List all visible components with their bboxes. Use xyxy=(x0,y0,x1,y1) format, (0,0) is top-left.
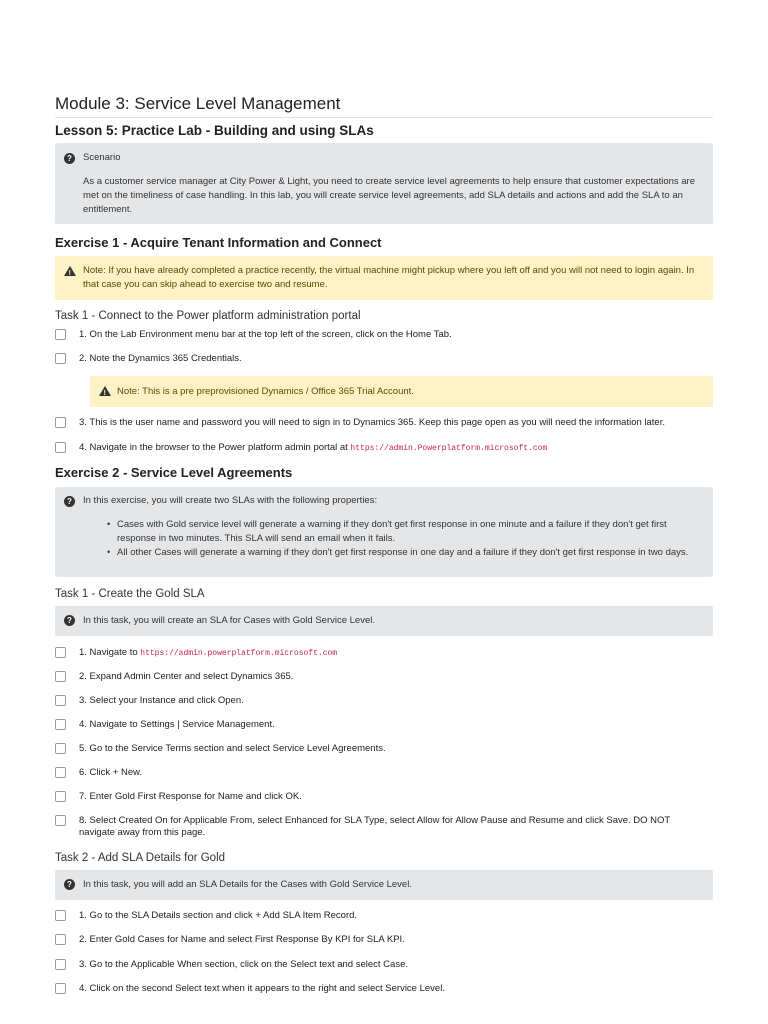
ex2-task1-intro-box: ? In this task, you will create an SLA for Cases with Gold Service Level. xyxy=(55,606,713,636)
checkbox[interactable] xyxy=(55,417,66,428)
ex2-task1-title: Task 1 - Create the Gold SLA xyxy=(55,588,205,600)
admin-center-link[interactable]: https://admin.powerplatform.microsoft.com xyxy=(140,649,338,658)
checkbox[interactable] xyxy=(55,959,66,970)
checkbox[interactable] xyxy=(55,329,66,340)
module-title: Module 3: Service Level Management xyxy=(55,94,341,113)
checkbox[interactable] xyxy=(55,442,66,453)
checkbox[interactable] xyxy=(55,353,66,364)
checkbox[interactable] xyxy=(55,910,66,921)
list-item: • All other Cases will generate a warning if they don't get first response in one day and a failure if they don't get first response in two days. xyxy=(117,546,707,560)
ex1-t1-step2-note: ! Note: This is a pre preprovisioned Dynamics / Office 365 Trial Account. xyxy=(90,376,713,407)
exercise1-title: Exercise 1 - Acquire Tenant Information and Connect xyxy=(55,235,382,250)
exercise2-bullets xyxy=(117,518,707,560)
exercise2-intro-box: ? In this exercise, you will create two SLAs with the following properties: • Cases with Gold service level will generate a warning if they don't get first response in one minute and a failure if they don't get first response in two minutes. This SLA will send an email when it fails. • All other Cases will generate a warning if they don't get first response in one day and a failure if they don't get first response in two days. xyxy=(55,487,713,577)
checkbox[interactable] xyxy=(55,743,66,754)
exercise2-title: Exercise 2 - Service Level Agreements xyxy=(55,465,293,480)
question-icon: ? xyxy=(64,615,75,626)
ex1-task1-title: Task 1 - Connect to the Power platform administration portal xyxy=(55,310,361,322)
checkbox[interactable] xyxy=(55,695,66,706)
list-item: • Cases with Gold service level will generate a warning if they don't get first response in one minute and a failure if they don't get first response in two minutes. This SLA will send an email when it fails. xyxy=(117,518,707,546)
scenario-box xyxy=(55,143,713,224)
checkbox[interactable] xyxy=(55,719,66,730)
question-icon: ? xyxy=(64,153,75,164)
ex2-task2-intro-box: ? In this task, you will add an SLA Details for the Cases with Gold Service Level. xyxy=(55,870,713,900)
checkbox[interactable] xyxy=(55,791,66,802)
warning-icon: ! xyxy=(64,265,76,276)
question-icon: ? xyxy=(64,879,75,890)
admin-portal-link[interactable]: https://admin.Powerplatform.microsoft.com xyxy=(350,444,548,453)
exercise1-note-box xyxy=(55,256,713,300)
checkbox[interactable] xyxy=(55,647,66,658)
checkbox[interactable] xyxy=(55,671,66,682)
question-icon: ? xyxy=(64,496,75,507)
checkbox[interactable] xyxy=(55,983,66,994)
title-divider xyxy=(55,117,713,118)
lesson-title: Lesson 5: Practice Lab - Building and using SLAs xyxy=(55,123,374,138)
ex2-task2-title: Task 2 - Add SLA Details for Gold xyxy=(55,852,226,864)
exercise1-note-text: Note: If you have already completed a practice recently, the virtual machine might pickup where you left off and you will not need to login again. In that case you can skip ahead to exercise two and resume. xyxy=(83,265,695,290)
warning-icon: ! xyxy=(99,385,111,396)
checkbox[interactable] xyxy=(55,815,66,826)
checkbox[interactable] xyxy=(55,934,66,945)
scenario-text: As a customer service manager at City Power & Light, you need to create service level agreements to help ensure that customer expectations are met on the timeliness of case handling. In this lab, you will create service level agreements, add SLA details and actions and add the SLA to an entitlement. xyxy=(83,176,696,215)
checkbox[interactable] xyxy=(55,767,66,778)
scenario-label: Scenario xyxy=(83,152,121,163)
